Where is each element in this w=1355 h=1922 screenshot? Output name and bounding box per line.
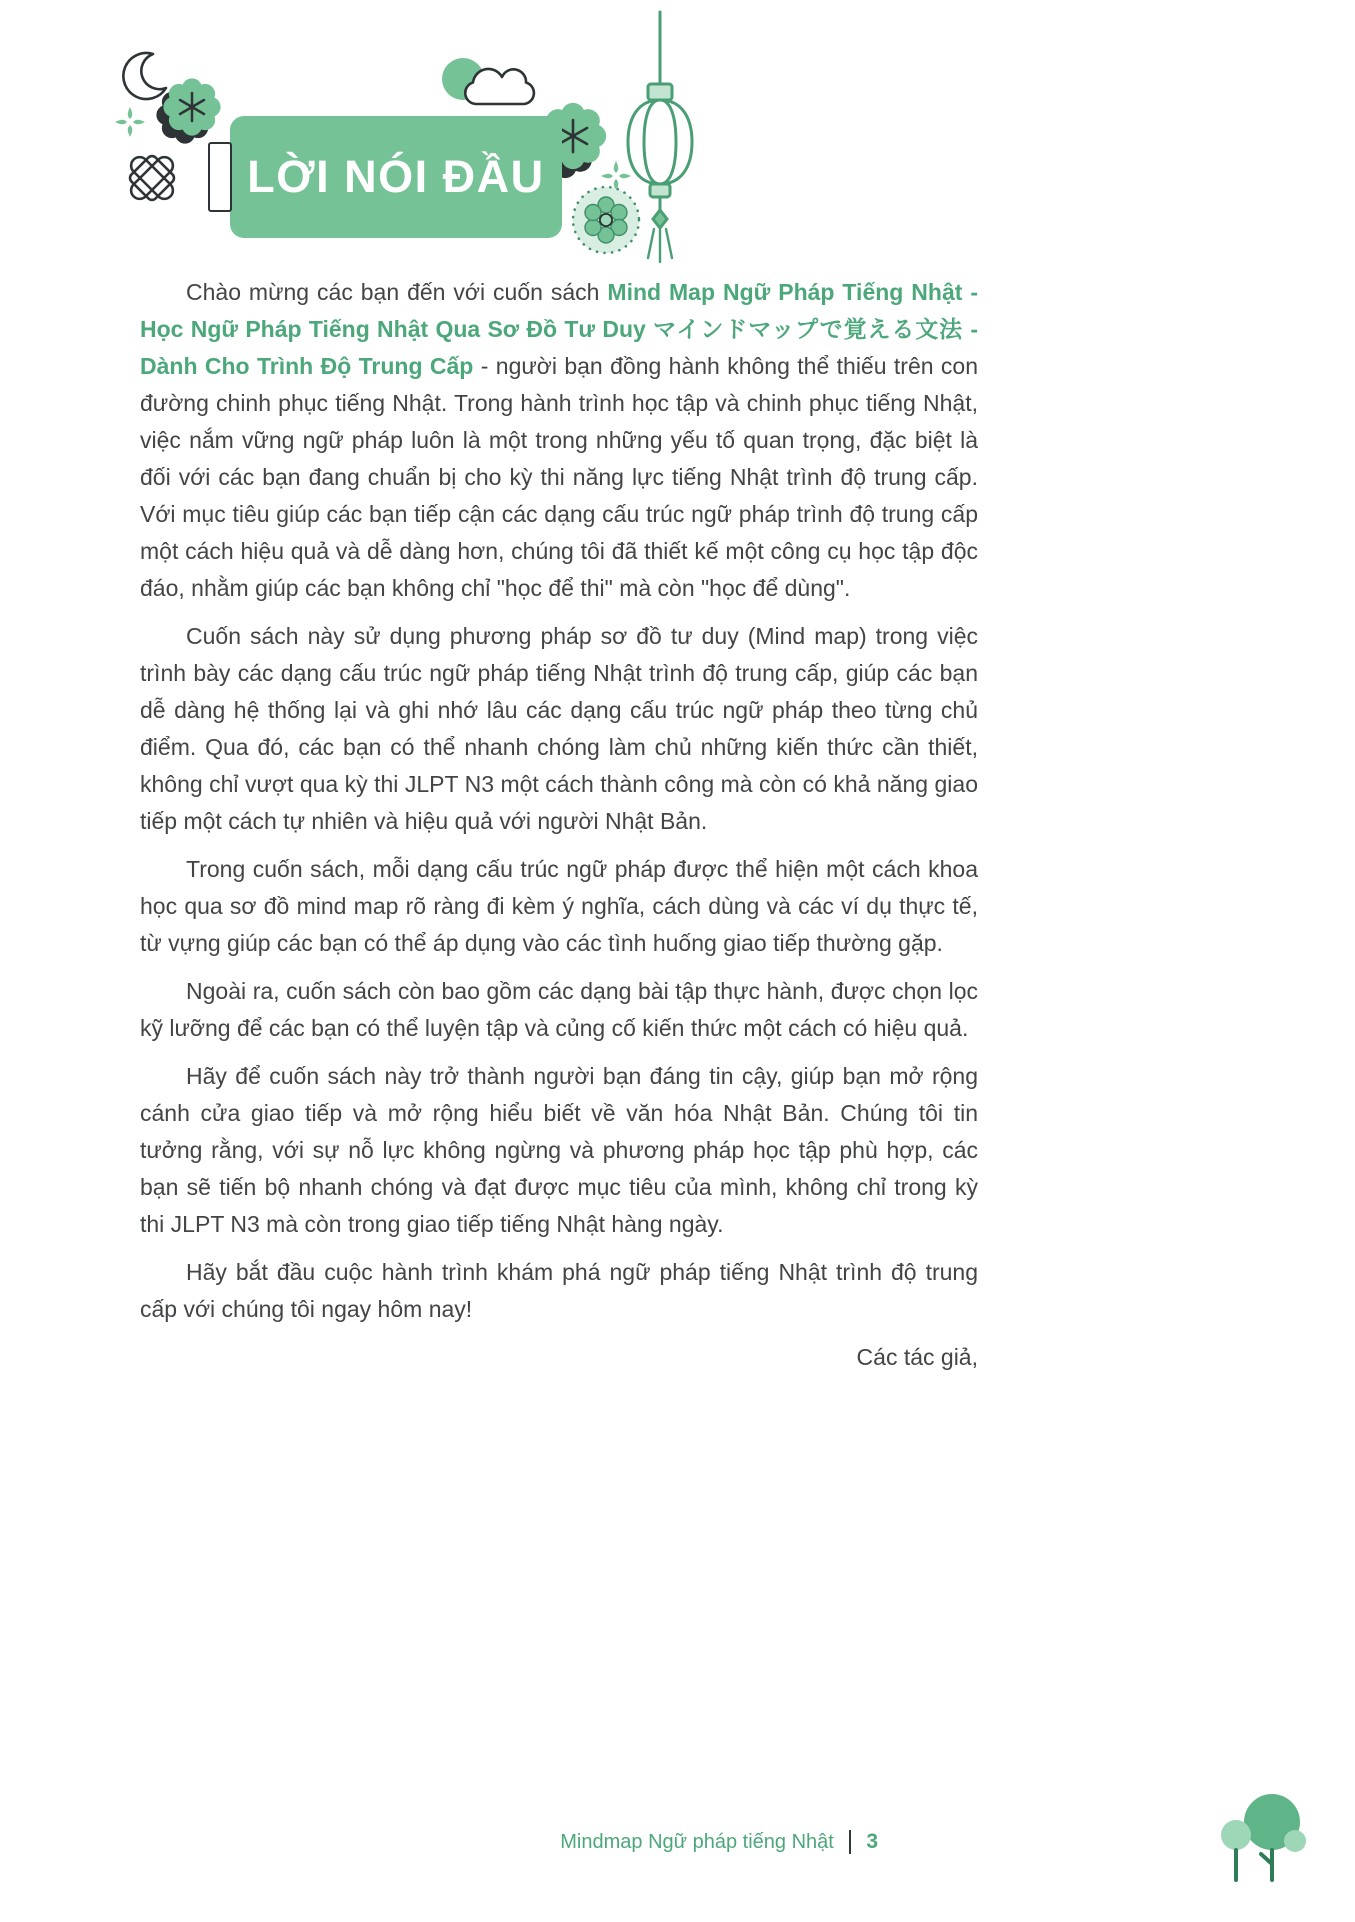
signature: Các tác giả, — [856, 1344, 978, 1370]
footer-book-title: Mindmap Ngữ pháp tiếng Nhật — [560, 1830, 834, 1853]
paragraph-1 — [140, 274, 978, 607]
title-banner — [230, 116, 562, 238]
page-footer — [140, 1830, 878, 1854]
paragraph-4: Ngoài ra, cuốn sách còn bao gồm các dạng bài tập thực hành, được chọn lọc kỹ lưỡng để các bạn có thể luyện tập và củng cố kiến thức một cách có hiệu quả. — [140, 978, 978, 1041]
p1-intro-text: Chào mừng các bạn đến với cuốn sách — [186, 279, 608, 305]
preface-content — [140, 274, 978, 1387]
paragraph-5: Hãy để cuốn sách này trở thành người bạn đáng tin cậy, giúp bạn mở rộng cánh cửa giao tiếp và mở rộng hiểu biết về văn hóa Nhật Bản. Chúng tôi tin tưởng rằng, với sự nỗ lực không ngừng và phương pháp học tập phù hợp, các bạn sẽ tiến bộ nhanh chóng và đạt được mục tiêu của mình, không chỉ trong kỳ thi JLPT N3 mà còn trong giao tiếp tiếng Nhật hàng ngày. — [140, 1063, 978, 1237]
book-title-highlight: Mind Map Ngữ Pháp Tiếng Nhật - Học Ngữ Pháp Tiếng Nhật Qua Sơ Đồ Tư Duy マインドマップで覚える文法 -Dành Cho Trình Độ Trung Cấp — [140, 279, 979, 379]
p1-rest-text: - người bạn đồng hành không thể thiếu trên con đường chinh phục tiếng Nhật. Trong hành trình học tập và chinh phục tiếng Nhật, việc nắm vững ngữ pháp luôn là một trong những yếu tố quan trọng, đặc biệt là đối với các bạn đang chuẩn bị cho kỳ thi năng lực tiếng Nhật trình độ trung cấp. Với mục tiêu giúp các bạn tiếp cận các dạng cấu trúc ngữ pháp trình độ trung cấp một cách hiệu quả và dễ dàng hơn, chúng tôi đã thiết kế một công cụ học tập độc đáo, nhằm giúp các bạn không chỉ "học để thi" mà còn "học để dùng". — [140, 353, 978, 601]
tree-icon — [1216, 1788, 1308, 1886]
knot-icon — [112, 136, 192, 220]
paragraph-3: Trong cuốn sách, mỗi dạng cấu trúc ngữ pháp được thể hiện một cách khoa học qua sơ đồ mind map rõ ràng đi kèm ý nghĩa, cách dùng và các ví dụ thực tế, từ vựng giúp các bạn có thể áp dụng vào các tình huống giao tiếp thường gặp. — [140, 856, 978, 956]
banner-tab — [208, 142, 232, 212]
page-number: 3 — [866, 1830, 878, 1853]
paragraph-6: Hãy bắt đầu cuộc hành trình khám phá ngữ pháp tiếng Nhật trình độ trung cấp với chúng tôi ngay hôm nay! — [140, 1259, 978, 1322]
footer-divider — [849, 1830, 852, 1854]
paragraph-2: Cuốn sách này sử dụng phương pháp sơ đồ tư duy (Mind map) trong việc trình bày các dạng cấu trúc ngữ pháp tiếng Nhật trình độ trung cấp, giúp các bạn dễ dàng hệ thống lại và ghi nhớ lâu các dạng cấu trúc ngữ pháp theo từng chủ điểm. Qua đó, các bạn có thể nhanh chóng làm chủ những kiến thức cần thiết, không chỉ vượt qua kỳ thi JLPT N3 một cách thành công mà còn có khả năng giao tiếp một cách tự nhiên và hiệu quả với người Nhật Bản. — [140, 623, 978, 834]
lantern-icon — [614, 10, 706, 275]
page-title: LỜI NÓI ĐẦU — [247, 151, 545, 202]
